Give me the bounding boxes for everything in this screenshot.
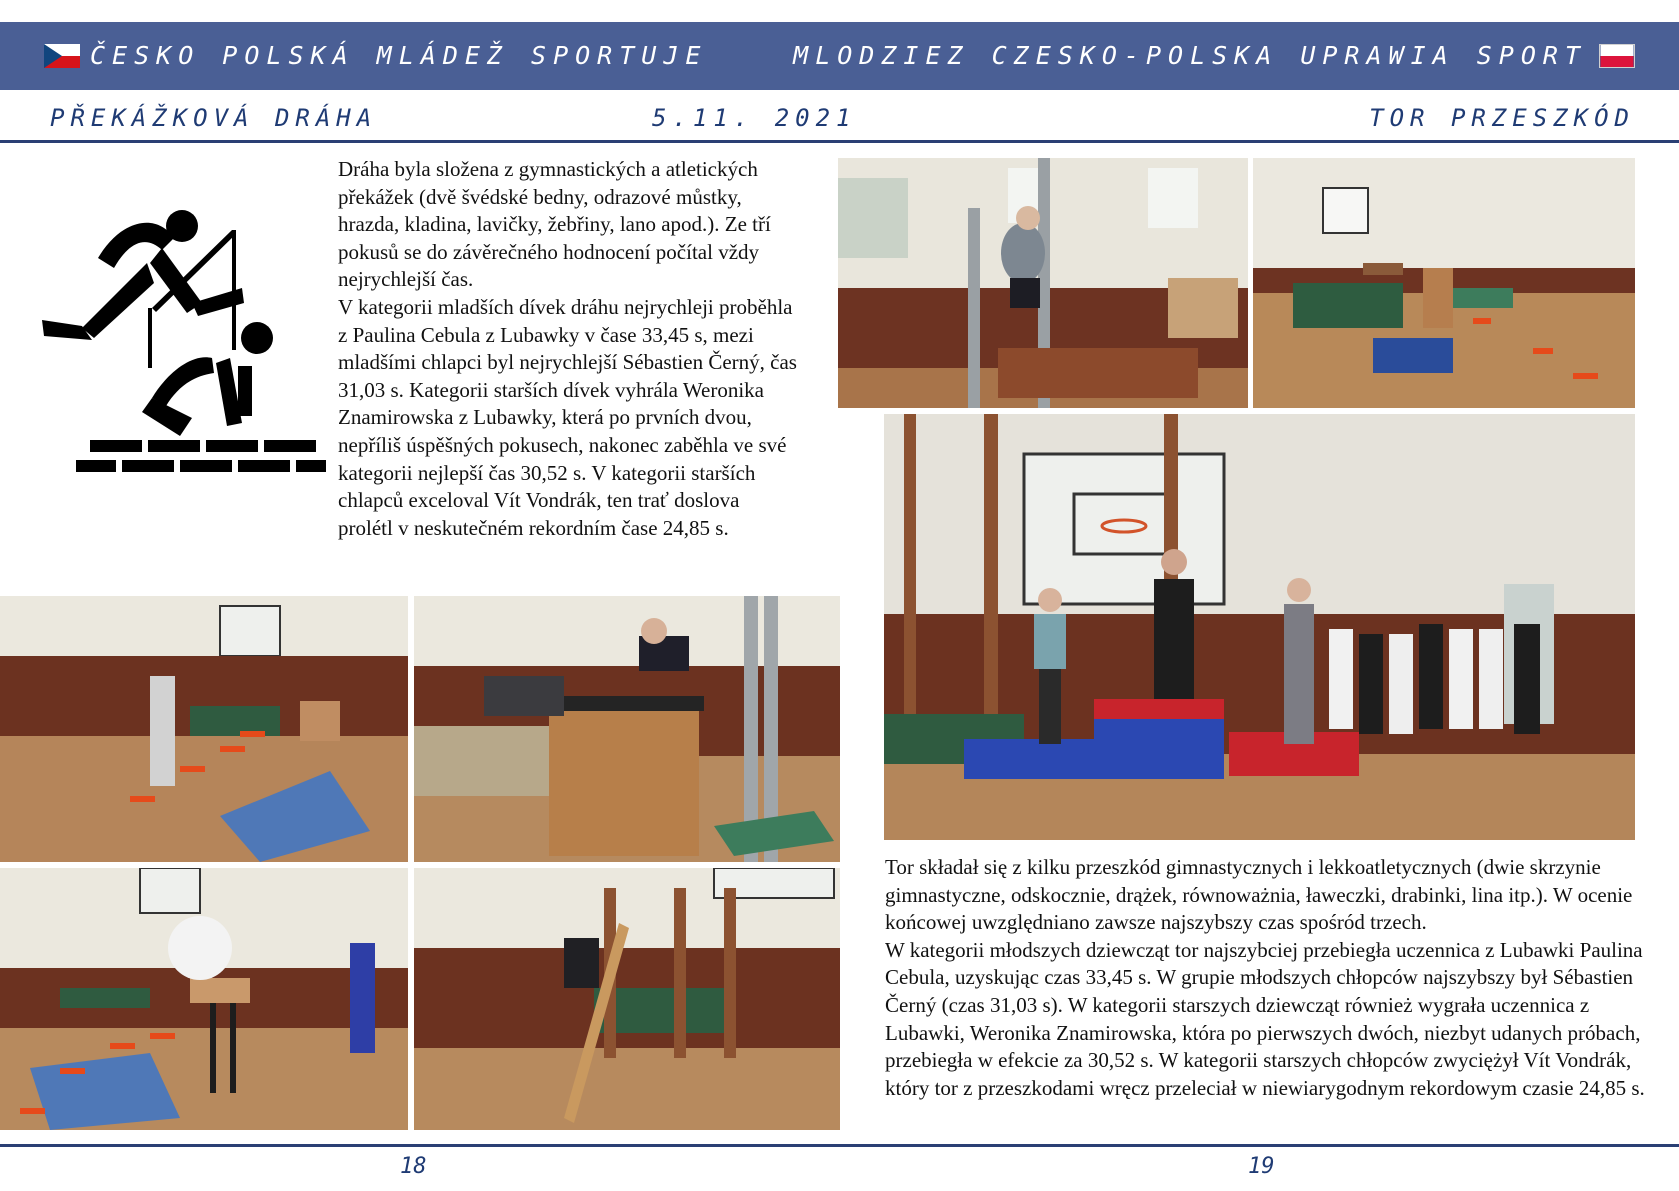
czech-article	[338, 156, 798, 542]
polish-article	[885, 854, 1645, 1102]
photo-box-vault	[414, 596, 840, 862]
top-divider	[0, 140, 1679, 143]
photo-climbing-bars	[838, 158, 1248, 408]
page-number-right: 19	[1248, 1154, 1275, 1179]
header-title-cz: ČESKO POLSKÁ MLÁDEŽ SPORTUJE	[90, 41, 708, 70]
polish-paragraph: W kategorii młodszych dziewcząt tor najszybciej przebiegła uczennica z Lubawki Paulina Cebula, uzyskując czas 33,45 s. W grupie młodszych chłopców najszybszy był Sébastien Černý (czas 31,03 s). W kategorii starszych dziewcząt również wygrała uczennica z Lubawki, Weronika Znamirowska, która po pierwszych dwóch, niezbyt udanych próbach, przebiegła w efekcie za 30,52 s. W kategorii starszych chłopców zwyciężył Vít Vondrák, który tor z przeszkodami wręcz przeleciał w niewiarygodnym rekordowym czasie 24,85 s.	[885, 937, 1645, 1100]
photo-gym-obstacles	[1253, 158, 1635, 408]
photo-beam-climb	[414, 868, 840, 1130]
polish-paragraph: Tor składał się z kilku przeszkód gimnastycznych i lekkoatletycznych (dwie skrzynie gimnastyczne, odskocznie, drążek, równoważnia, ławeczki, drabinki, lina itp.). W ocenie końcowej uwzględniano zawsze najszybszy czas spośród trzech.	[885, 855, 1633, 935]
czech-paragraph: Dráha byla složena z gymnastických a atletických překážek (dvě švédské bedny, odrazové můstky, hrazda, kladina, lavičky, žebřiny, lano apod.). Ze tří pokusů se do závěrečného hodnocení počítal vždy nejrychlejší čas.	[338, 157, 771, 292]
header-title-pl: MLODZIEZ CZESKO-POLSKA UPRAWIA SPORT	[793, 41, 1587, 70]
section-title-cz: PŘEKÁŽKOVÁ DRÁHA	[50, 104, 378, 132]
photo-running-hurdles	[0, 596, 408, 862]
header-banner	[0, 22, 1679, 90]
page-number-left: 18	[400, 1154, 427, 1179]
polish-flag-icon	[1599, 44, 1635, 68]
section-title-pl: TOR PRZESZKÓD	[1369, 104, 1635, 132]
photo-pommel-jump	[0, 868, 408, 1130]
photo-podium-award	[884, 414, 1635, 840]
czech-paragraph: V kategorii mladších dívek dráhu nejrychleji proběhla z Paulina Cebula z Lubawky v čase 33,45 s, mezi mladšími chlapci byl nejrychlejší Sébastien Černý, čas 31,03 s. Kategorii starších dívek vyhrála Weronika Znamirowska z Lubawky, která po prvních dvou, nepříliš úspěšných pokusech, nakonec zaběhla ve své kategorii nejlepší čas 30,52 s. V kategorii starších chlapců exceloval Vít Vondrák, ten trať doslova prolétl v neskutečném rekordním čase 24,85 s.	[338, 294, 797, 540]
event-date: 5.11. 2021	[652, 104, 857, 132]
bottom-divider	[0, 1144, 1679, 1147]
czech-flag-icon	[44, 44, 80, 68]
obstacle-course-pictogram-icon	[42, 208, 332, 483]
